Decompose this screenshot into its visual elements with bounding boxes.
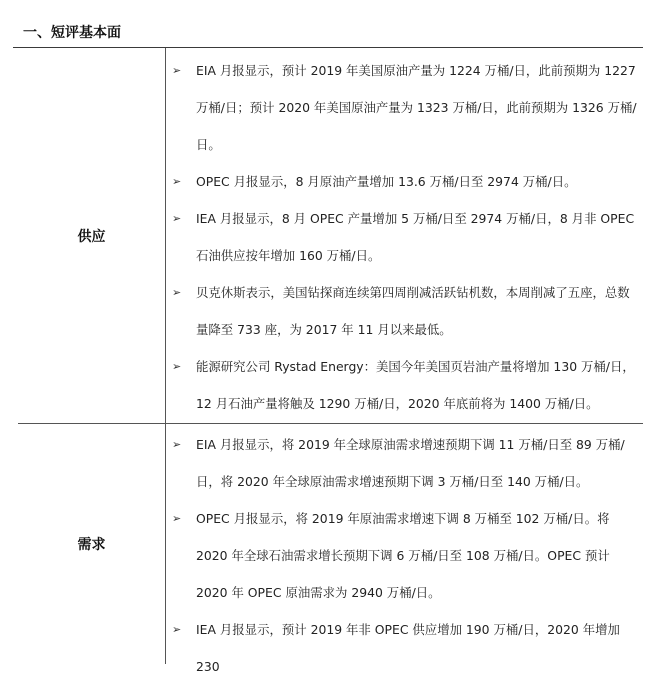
table-row-demand [18, 424, 643, 674]
row-label-cell [18, 48, 166, 423]
arrow-bullet-icon: ➢ [172, 64, 182, 77]
section-header [13, 14, 643, 48]
arrow-bullet-icon: ➢ [172, 360, 182, 373]
arrow-bullet-icon: ➢ [172, 623, 182, 636]
row-content-cell [166, 424, 643, 674]
arrow-bullet-icon: ➢ [172, 438, 182, 451]
list-item: ➢ 贝克休斯表示，美国钻探商连续第四周削减活跃钻机数，本周削减了五座，总数量降至 733 座，为 2017 年 11 月以来最低。 [166, 274, 643, 348]
list-item: ➢ OPEC 月报显示，8 月原油产量增加 13.6 万桶/日至 2974 万桶/日。 [166, 163, 643, 200]
arrow-bullet-icon: ➢ [172, 286, 182, 299]
list-item: ➢ EIA 月报显示，将 2019 年全球原油需求增速预期下调 11 万桶/日至 89 万桶/日，将 2020 年全球原油需求增速预期下调 3 万桶/日至 140 万桶/日。 [166, 426, 643, 500]
arrow-bullet-icon: ➢ [172, 512, 182, 525]
list-item: ➢ IEA 月报显示，预计 2019 年非 OPEC 供应增加 190 万桶/日，2020 年增加 230 [166, 611, 643, 685]
row-label-supply: 供应 [77, 228, 106, 245]
fundamentals-table [18, 48, 643, 674]
list-item: ➢ IEA 月报显示，8 月 OPEC 产量增加 5 万桶/日至 2974 万桶/日，8 月非 OPEC 石油供应按年增加 160 万桶/日。 [166, 200, 643, 274]
row-content-cell [166, 48, 643, 427]
list-item: ➢ EIA 月报显示，预计 2019 年美国原油产量为 1224 万桶/日，此前预期为 1227 万桶/日；预计 2020 年美国原油产量为 1323 万桶/日，此前预期为 1326 万桶/日。 [166, 52, 643, 163]
arrow-bullet-icon: ➢ [172, 175, 182, 188]
list-item: ➢ 能源研究公司 Rystad Energy：美国今年美国页岩油产量将增加 130 万桶/日，12 月石油产量将触及 1290 万桶/日，2020 年底前将为 1400 万桶/日。 [166, 348, 643, 422]
row-label-demand: 需求 [77, 537, 106, 553]
list-item: ➢ OPEC 月报显示，将 2019 年原油需求增速下调 8 万桶至 102 万桶/日。将 2020 年全球石油需求增长预期下调 6 万桶/日至 108 万桶/日。OPEC 预计 2020 年 OPEC 原油需求为 2940 万桶/日。 [166, 500, 643, 611]
row-label-cell [18, 424, 166, 664]
table-row-supply [18, 48, 643, 424]
section-title: 一、短评基本面 [23, 25, 121, 41]
arrow-bullet-icon: ➢ [172, 212, 182, 225]
